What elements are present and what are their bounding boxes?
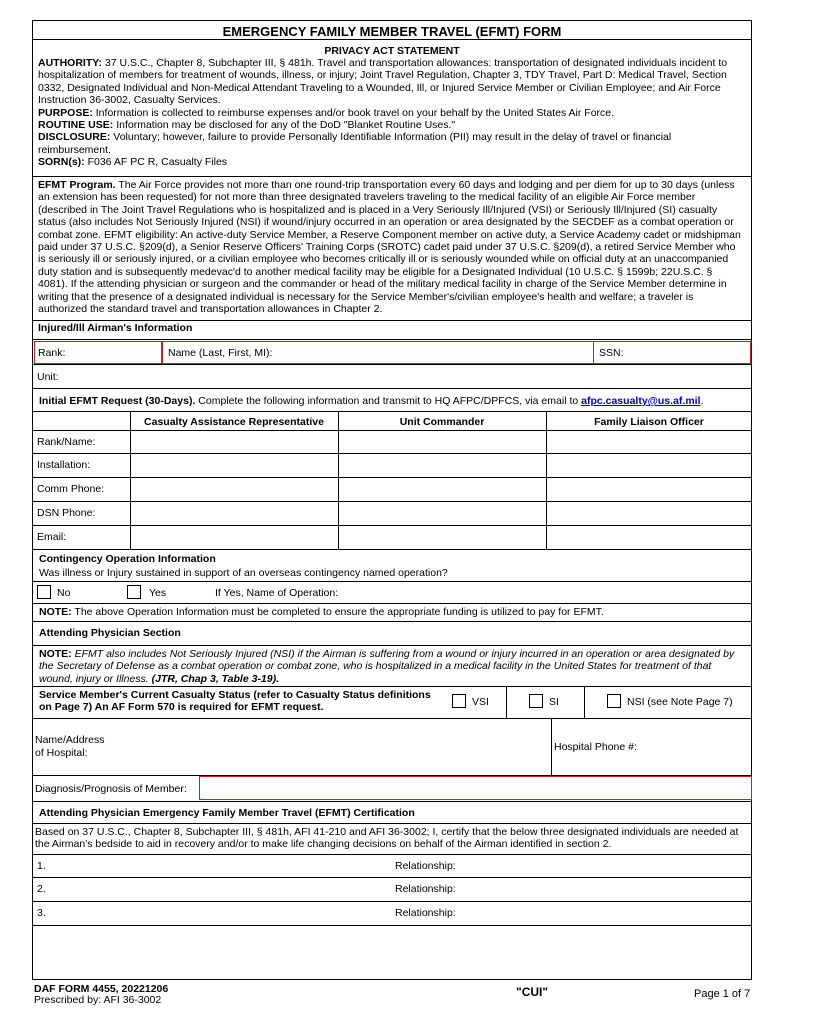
cui-marking: "CUI" xyxy=(516,985,549,999)
designee-1-relationship-label: Relationship: xyxy=(395,860,456,872)
designee-2-name-field[interactable] xyxy=(53,879,391,897)
purpose-label: PURPOSE: xyxy=(38,106,93,119)
operation-name-label: If Yes, Name of Operation: xyxy=(215,587,339,599)
yes-label: Yes xyxy=(149,587,167,599)
ssn-label: SSN: xyxy=(599,347,624,359)
hospital-name-label-line1: Name/Address xyxy=(35,734,105,746)
hospital-name-field[interactable] xyxy=(113,721,549,773)
rank-label: Rank: xyxy=(38,347,66,359)
col-flo-header: Family Liaison Officer xyxy=(594,416,704,428)
hospital-name-label-line2: of Hospital: xyxy=(35,747,88,759)
page-number: Page 1 of 7 xyxy=(694,988,751,1000)
col-commander-header: Unit Commander xyxy=(399,416,485,428)
sorn-label: SORN(s): xyxy=(38,156,85,169)
designee-3-relationship-field[interactable] xyxy=(465,903,749,921)
yes-checkbox[interactable] xyxy=(127,585,141,599)
hospital-phone-field[interactable] xyxy=(645,721,749,773)
rank-field[interactable] xyxy=(34,341,162,364)
designee-2-relationship-label: Relationship: xyxy=(395,883,456,895)
designee-3-name-field[interactable] xyxy=(53,903,391,921)
privacy-title: PRIVACY ACT STATEMENT xyxy=(324,45,460,57)
si-checkbox[interactable] xyxy=(529,694,543,708)
hospital-phone-label: Hospital Phone #: xyxy=(554,741,637,753)
injured-section-title: Injured/Ill Airman's Information xyxy=(38,322,193,334)
program-text: The Air Force provides not more than one round-trip transportation every 60 days and lodging and per diem for up to 30 days (unless an extension has been requested) for not more than three designated travelers traveling to the medical facility of an eligible Air Force member (described in The Joint Travel Regulations who is hospitalized and is placed in a Very Seriously Ill/Injured (VSI) or Seriously Ill/Injured (SI) casualty status (also includes Not Seriously Injured (NSI) if wound/injury occurred in an operation or area designated by the SECDEF as a combat operation or combat zone. EFMT eligibility: An active-duty Service Member, a Reserve Component member on active duty, a Service Academy cadet or midshipman paid under 37 U.S.C. §209(d), a Senior Reserve Officers' Training Corps (SROTC) cadet paid under 37 U.S.C. §209(d), a retired Service Member who is seriously ill or seriously injured, or a civilian employee who becomes critically ill or is seriously wounded while on official duty at an unaccompanied duty station and is subsequently medevac'd to another medical facility may be eligible for a Designated Individual (10 U.S.C. § 1599b; 22U.S.C. § 4081). If the attending physician or surgeon and the commander or head of the military medical facility in charge of the Service Member determine in writing that the presence of a designated individual is necessary for the Service Member's/civilian employee's health and welfare; a traveler is authorized the standard travel and transportation allowances in Chapter 2. xyxy=(38,179,741,316)
authority-text: 37 U.S.C., Chapter 8, Subchapter III, § 481h. Travel and transportation allowances: transportation of designated individuals incident to hospitalization of members for treatment of wounds, illness, or injury; Joint Travel Regulation, Chapter 3, TDY Travel, Part D: Medical Travel, Section 0332, Designated Individual and Non-Medical Attendant Traveling to a Wounded, Ill, or Injured Service Member or Civilian Employee; and Air Force Instruction 36-3002, Casualty Services. xyxy=(38,57,728,107)
nsi-label: NSI (see Note Page 7) xyxy=(627,696,733,708)
form-number: DAF FORM 4455, 20221206 xyxy=(34,983,169,995)
authority-label: AUTHORITY: xyxy=(38,57,102,69)
row-rank-name: Rank/Name: xyxy=(37,436,96,448)
ssn-field[interactable] xyxy=(593,341,751,364)
designee-1-relationship-field[interactable] xyxy=(465,856,749,874)
diagnosis-field[interactable] xyxy=(199,776,752,800)
contingency-note-label: NOTE: xyxy=(39,606,72,618)
casualty-status-label: Service Member's Current Casualty Status (refer to Casualty Status definitions on Page 7) An AF Form 570 is required for EFMT request. xyxy=(39,689,431,714)
nsi-checkbox[interactable] xyxy=(607,694,621,708)
vsi-checkbox[interactable] xyxy=(452,694,466,708)
contingency-question: Was illness or Injury sustained in support of an overseas contingency named operation? xyxy=(39,567,448,579)
physician-section-title: Attending Physician Section xyxy=(39,627,181,639)
designee-1-number: 1. xyxy=(37,860,46,872)
physician-note-ref: (JTR, Chap 3, Table 3-19). xyxy=(151,672,280,685)
initial-request xyxy=(39,395,703,407)
designee-1-name-field[interactable] xyxy=(53,856,391,874)
casualty-email-link[interactable]: afpc.casualty@us.af.mil xyxy=(581,395,701,407)
row-email: Email: xyxy=(37,531,67,543)
purpose-text: Information is collected to reimburse expenses and/or book travel on your behalf by the United States Air Force. xyxy=(95,106,615,119)
physician-note xyxy=(39,648,747,685)
program-label: EFMT Program. xyxy=(38,179,116,191)
row-comm-phone: Comm Phone: xyxy=(37,483,105,495)
unit-label: Unit: xyxy=(37,371,59,383)
unit-field[interactable] xyxy=(73,367,747,387)
form-title: EMERGENCY FAMILY MEMBER TRAVEL (EFMT) FORM xyxy=(222,24,562,39)
certification-title: Attending Physician Emergency Family Member Travel (EFMT) Certification xyxy=(39,807,415,819)
diagnosis-label: Diagnosis/Prognosis of Member: xyxy=(35,783,187,795)
hospital-name-label xyxy=(35,734,104,760)
disclosure-text: Voluntary; however, failure to provide Personally Identifiable Information (PII) may result in the delay of travel or financial reimbursement. xyxy=(38,131,672,156)
contingency-title: Contingency Operation Information xyxy=(39,553,216,565)
designee-3-number: 3. xyxy=(37,907,46,919)
designee-3-relationship-label: Relationship: xyxy=(395,907,456,919)
physician-note-text: EFMT also includes Not Seriously Injured (NSI) if the Airman is suffering from a wound or injury incurred in an operation or area designated by the Secretary of Defense as a combat operation or combat zone, who is hospitalized in a medical facility in the United States for treatment of that wound, injury or Illness. xyxy=(39,648,735,685)
no-checkbox[interactable] xyxy=(37,585,51,599)
designee-2-relationship-field[interactable] xyxy=(465,879,749,897)
program-statement xyxy=(38,179,745,315)
certification-text: Based on 37 U.S.C., Chapter 8, Subchapter III, § 481h, AFI 41-210 and AFI 36-3002; I, certify that the below three designated individuals are needed at the Airman's bedside to aid in recovery and/or to make life changing decisions on behalf of the Airman identified in section 2. xyxy=(35,826,739,851)
row-dsn-phone: DSN Phone: xyxy=(37,507,96,519)
name-field[interactable] xyxy=(162,341,594,364)
si-label: SI xyxy=(549,696,559,708)
routine-label: ROUTINE USE: xyxy=(38,119,114,132)
no-label: No xyxy=(57,587,71,599)
initial-period: . xyxy=(700,395,704,407)
initial-text: Complete the following information and transmit to HQ AFPC/DPFCS, via email to xyxy=(198,395,579,407)
name-label: Name (Last, First, MI): xyxy=(168,347,273,359)
contingency-note-text: The above Operation Information must be completed to ensure the appropriate funding is utilized to pay for EFMT. xyxy=(74,606,604,618)
disclosure-label: DISCLOSURE: xyxy=(38,131,111,144)
contingency-note xyxy=(39,606,604,618)
prescribed-by: Prescribed by: AFI 36-3002 xyxy=(34,994,162,1006)
physician-note-label: NOTE: xyxy=(39,648,72,660)
vsi-label: VSI xyxy=(472,696,489,708)
sorn-text: F036 AF PC R, Casualty Files xyxy=(87,156,228,169)
privacy-statement xyxy=(38,57,745,169)
routine-text: Information may be disclosed for any of the DoD "Blanket Routine Uses." xyxy=(116,119,456,132)
col-car-header: Casualty Assistance Representative xyxy=(144,416,324,428)
row-installation: Installation: xyxy=(37,459,91,471)
efmt-form xyxy=(32,20,752,980)
initial-title: Initial EFMT Request (30-Days). xyxy=(39,395,196,407)
designee-2-number: 2. xyxy=(37,883,46,895)
operation-name-field[interactable] xyxy=(349,583,747,601)
